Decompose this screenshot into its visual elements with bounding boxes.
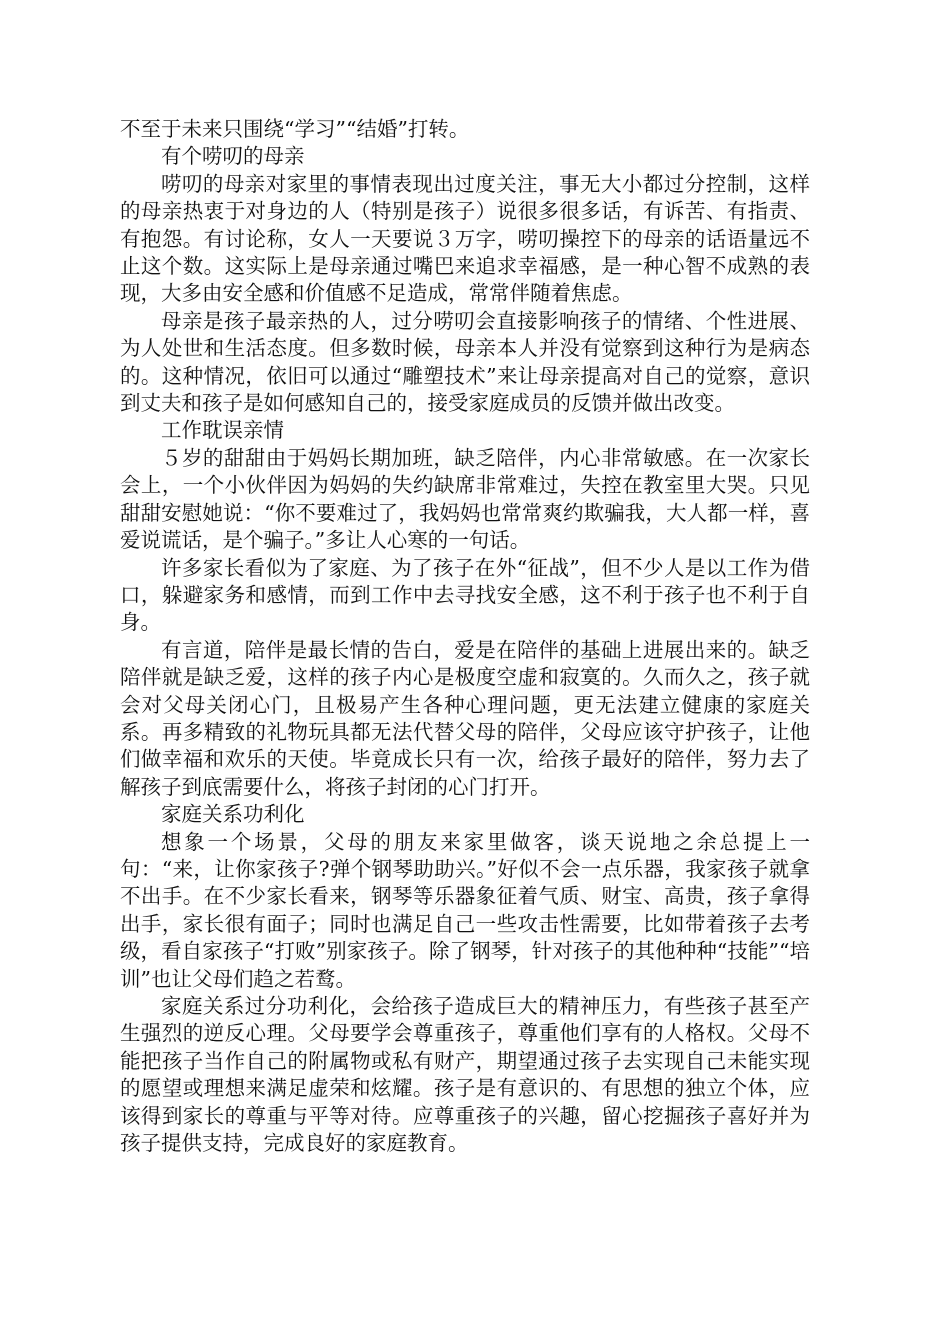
paragraph: 母亲是孩子最亲热的人，过分唠叨会直接影响孩子的情绪、个性进展、为人处世和生活态度。但多数时候，母亲本人并没有觉察到这种行为是病态的。这种情况，依旧可以通过“雕塑技术”来让母亲提高对自己的觉察，意识到丈夫和孩子是如何感知自己的，接受家庭成员的反馈并做出改变。 xyxy=(120,308,810,416)
paragraph: 想象一个场景，父母的朋友来家里做客，谈天说地之余总提上一句：“来，让你家孩子?弹个钢琴助助兴。”好似不会一点乐器，我家孩子就拿不出手。在不少家长看来，钢琴等乐器象征着气质、财宝、高贵，孩子拿得出手，家长很有面子；同时也满足自己一些攻击性需要，比如带着孩子去考级，看自家孩子“打败”别家孩子。除了钢琴，针对孩子的其他种种“技能”“培训”也让父母们趋之若鹜。 xyxy=(120,829,810,991)
paragraph: 家庭关系过分功利化，会给孩子造成巨大的精神压力，有些孩子甚至产生强烈的逆反心理。父母要学会尊重孩子，尊重他们享有的人格权。父母不能把孩子当作自己的附属物或私有财产，期望通过孩子去实现自己未能实现的愿望或理想来满足虚荣和炫耀。孩子是有意识的、有思想的独立个体，应该得到家长的尊重与平等对待。应尊重孩子的兴趣，留心挖掘孩子喜好并为孩子提供支持，完成良好的家庭教育。 xyxy=(120,994,810,1156)
paragraph: 许多家长看似为了家庭、为了孩子在外“征战”，但不少人是以工作为借口，躲避家务和感情，而到工作中去寻找安全感，这不利于孩子也不利于自身。 xyxy=(120,555,810,635)
section-heading-work-delays-family: 工作耽误亲情 xyxy=(161,418,284,443)
paragraph: 有言道，陪伴是最长情的告白，爱是在陪伴的基础上进展出来的。缺乏陪伴就是缺乏爱，这样的孩子内心是极度空虚和寂寞的。久而久之，孩子就会对父母关闭心门，且极易产生各种心理问题，更无法建立健康的家庭关系。再多精致的礼物玩具都无法代替父母的陪伴，父母应该守护孩子，让他们做幸福和欢乐的天使。毕竟成长只有一次，给孩子最好的陪伴，努力去了解孩子到底需要什么，将孩子封闭的心门打开。 xyxy=(120,637,810,799)
section-heading-nagging-mother: 有个唠叨的母亲 xyxy=(161,144,305,169)
section-heading-utilitarian-family: 家庭关系功利化 xyxy=(161,802,305,827)
paragraph-continuation: 不至于未来只围绕“学习”“结婚”打转。 xyxy=(120,117,470,141)
paragraph: ５岁的甜甜由于妈妈长期加班，缺乏陪伴，内心非常敏感。在一次家长会上，一个小伙伴因为妈妈的失约缺席非常难过，失控在教室里大哭。只见甜甜安慰她说：“你不要难过了，我妈妈也常常爽约欺骗我，大人都一样，喜爱说谎话，是个骗子。”多让人心寒的一句话。 xyxy=(120,445,810,553)
paragraph: 唠叨的母亲对家里的事情表现出过度关注，事无大小都过分控制，这样的母亲热衷于对身边的人（特别是孩子）说很多很多话，有诉苦、有指责、有抱怨。有讨论称，女人一天要说３万字，唠叨操控下的母亲的话语量远不止这个数。这实际上是母亲通过嘴巴来追求幸福感，是一种心智不成熟的表现，大多由安全感和价值感不足造成，常常伴随着焦虑。 xyxy=(120,171,810,306)
article-body xyxy=(120,116,810,1157)
